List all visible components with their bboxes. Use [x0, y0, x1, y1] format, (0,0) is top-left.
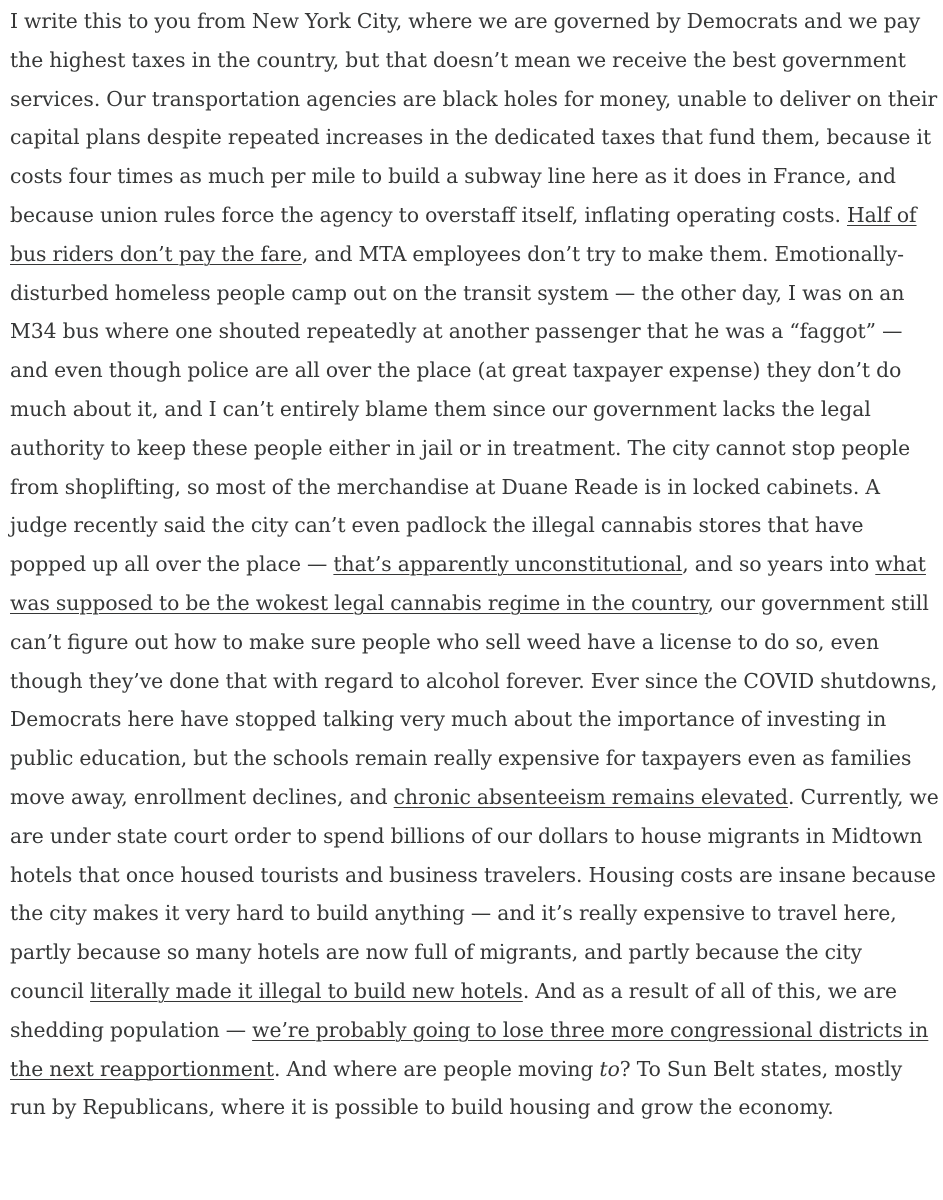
text-segment: , and MTA employees don’t try to make them. Emotionally-disturbed homeless people camp out on the transit system — the other day, I was on an M34 bus where one shouted repeatedly at another passenger that he was a “faggot” — and even though police are all over the place (at great taxpayer expense) they don’t do much about it, and I can’t entirely blame them since our government lacks the legal authority to keep these people either in jail or in treatment. The city cannot stop people from shoplifting, so most of the merchandise at Duane Reade is in locked cabinets. A judge recently said the city can’t even padlock the illegal cannabis stores that have popped up all over the place — — [10, 241, 911, 577]
text-segment: , and so years into — [682, 552, 876, 577]
text-segment: ? To Sun Belt states, mostly run by Republicans, where it is possible to build housing and grow the economy. — [10, 1056, 903, 1120]
link-chronic-absenteeism[interactable]: chronic absenteeism remains elevated — [393, 784, 789, 809]
text-segment: I write this to you from New York City, where we are governed by Democrats and we pay the highest taxes in the country, but that doesn’t mean we receive the best government services. Our transportation agencies are black holes for money, unable to deliver on their capital plans despite repeated increases in the dedicated taxes that fund them, because it costs four times as much per mile to build a subway line here as it does in France, and because union rules force the agency to overstaff itself, inflating operating costs. — [10, 9, 938, 227]
link-padlock-unconstitutional[interactable]: that’s apparently unconstitutional — [333, 552, 683, 577]
text-segment: . And where are people moving — [273, 1056, 600, 1081]
link-cannabis-regime[interactable]: what was supposed to be the wokest legal cannabis regime in the country — [10, 552, 926, 615]
article-body — [10, 0, 940, 1127]
text-segment: . Currently, we are under state court order to spend billions of our dollars to house migrants in Midtown hotels that once housed tourists and business travelers. Housing costs are insane because the city makes it very hard to build anything — and it’s really expensive to travel here, partly because so many hotels are now full of migrants, and partly because the city council — [10, 784, 939, 1003]
link-congressional-districts[interactable]: we’re probably going to lose three more congressional districts in the next reapportionment — [10, 1017, 929, 1081]
text-segment: . And as a result of all of this, we are shedding population — — [10, 978, 898, 1042]
text-segment: , our government still can’t figure out how to make sure people who sell weed have a license to do so, even though they’ve done that with regard to alcohol forever. Ever since the COVID shutdowns, Democrats here have stopped talking very much about the importance of investing in public education, but the schools remain really expensive for taxpayers even as families move away, enrollment declines, and — [10, 590, 938, 809]
link-hotel-ban[interactable]: literally made it illegal to build new hotels — [90, 978, 523, 1003]
article-paragraph — [10, 0, 940, 1127]
link-bus-fare-evasion[interactable]: Half of bus riders don’t pay the fare — [10, 202, 917, 266]
emphasis-to: to — [599, 1056, 620, 1081]
